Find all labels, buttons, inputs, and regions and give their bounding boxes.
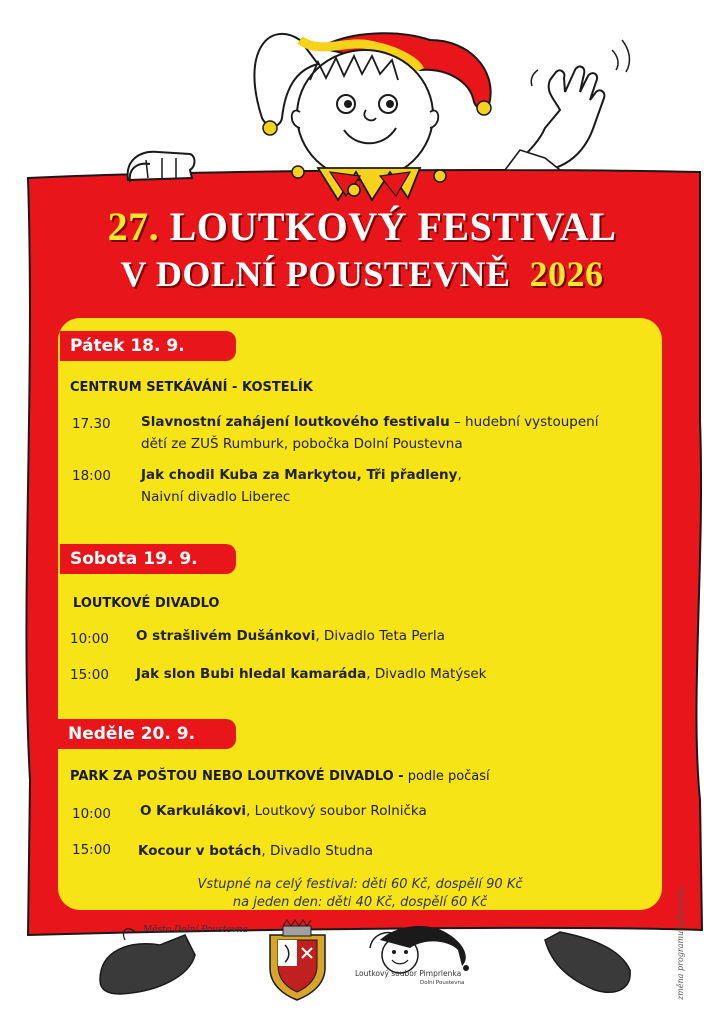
day-tab-sunday: Neděle 20. 9. (58, 719, 236, 749)
event-time: 10:00 (72, 806, 111, 822)
event-friday-2 (141, 464, 651, 508)
admission-prices (60, 876, 660, 912)
program-change-note: změna programu vyhrazena (676, 886, 685, 1000)
event-detail: – hudební vystoupení (449, 414, 599, 430)
festival-title (0, 204, 724, 250)
event-detail: , Divadlo Matýsek (366, 666, 487, 682)
event-saturday-1 (136, 625, 656, 647)
day-tab-saturday: Sobota 19. 9. (60, 544, 236, 574)
venue-sunday (70, 769, 490, 784)
town-label: Město Dolní Poustevna (143, 925, 248, 935)
waving-hand-icon (505, 40, 629, 170)
event-title: O Karkulákovi (140, 803, 247, 819)
venue-sunday-name: PARK ZA POŠTOU NEBO LOUTKOVÉ DIVADLO - (70, 769, 404, 784)
event-detail-2: Naivní divadlo Liberec (141, 489, 291, 505)
event-time: 17.30 (72, 416, 111, 432)
event-friday-1 (141, 411, 651, 455)
price-line-day: na jeden den: děti 40 Kč, dospělí 60 Kč (232, 895, 488, 910)
price-line-festival: Vstupné na celý festival: děti 60 Kč, dospělí 90 Kč (197, 877, 523, 892)
venue-sunday-note: podle počasí (403, 769, 490, 784)
title-year: 2026 (529, 254, 604, 294)
event-detail-2: dětí ze ZUŠ Rumburk, pobočka Dolní Poustevna (141, 436, 463, 452)
event-time: 10:00 (70, 631, 109, 647)
event-title: Jak slon Bubi hledal kamaráda (136, 666, 367, 682)
festival-subtitle (0, 252, 724, 296)
society-label: Loutkový soubor Pimprlenka (355, 969, 462, 978)
day-tab-friday: Pátek 18. 9. (60, 331, 236, 361)
title-number: 27. (107, 204, 160, 249)
event-detail: , Loutkový soubor Rolnička (246, 803, 427, 819)
event-sunday-1 (140, 800, 660, 822)
event-detail: , Divadlo Teta Perla (315, 628, 445, 644)
event-time: 15:00 (70, 667, 109, 683)
title-line1: LOUTKOVÝ FESTIVAL (169, 204, 617, 249)
venue-saturday: LOUTKOVÉ DIVADLO (73, 596, 220, 611)
event-title: Jak chodil Kuba za Markytou, Tři přadleny (141, 467, 458, 483)
event-detail: , Divadlo Studna (261, 843, 374, 859)
jester-logo-icon (370, 926, 469, 973)
venue-friday: CENTRUM SETKÁVÁNÍ - KOSTELÍK (70, 380, 313, 395)
event-title: Kocour v botách (138, 843, 262, 859)
society-sublabel: Dolní Poustevna (420, 980, 465, 986)
event-time: 15:00 (72, 842, 111, 858)
event-title: Slavnostní zahájení loutkového festivalu (141, 414, 450, 430)
title-line2: V DOLNÍ POUSTEVNĚ (120, 254, 511, 294)
event-detail: , (457, 467, 462, 483)
left-hand-icon (128, 152, 195, 182)
town-crest-icon (270, 920, 325, 1000)
jester-feet-icon (100, 929, 630, 994)
event-sunday-2 (138, 840, 658, 862)
event-saturday-2 (136, 663, 656, 685)
event-title: O strašlivém Dušánkovi (136, 628, 316, 644)
event-time: 18:00 (72, 468, 111, 484)
